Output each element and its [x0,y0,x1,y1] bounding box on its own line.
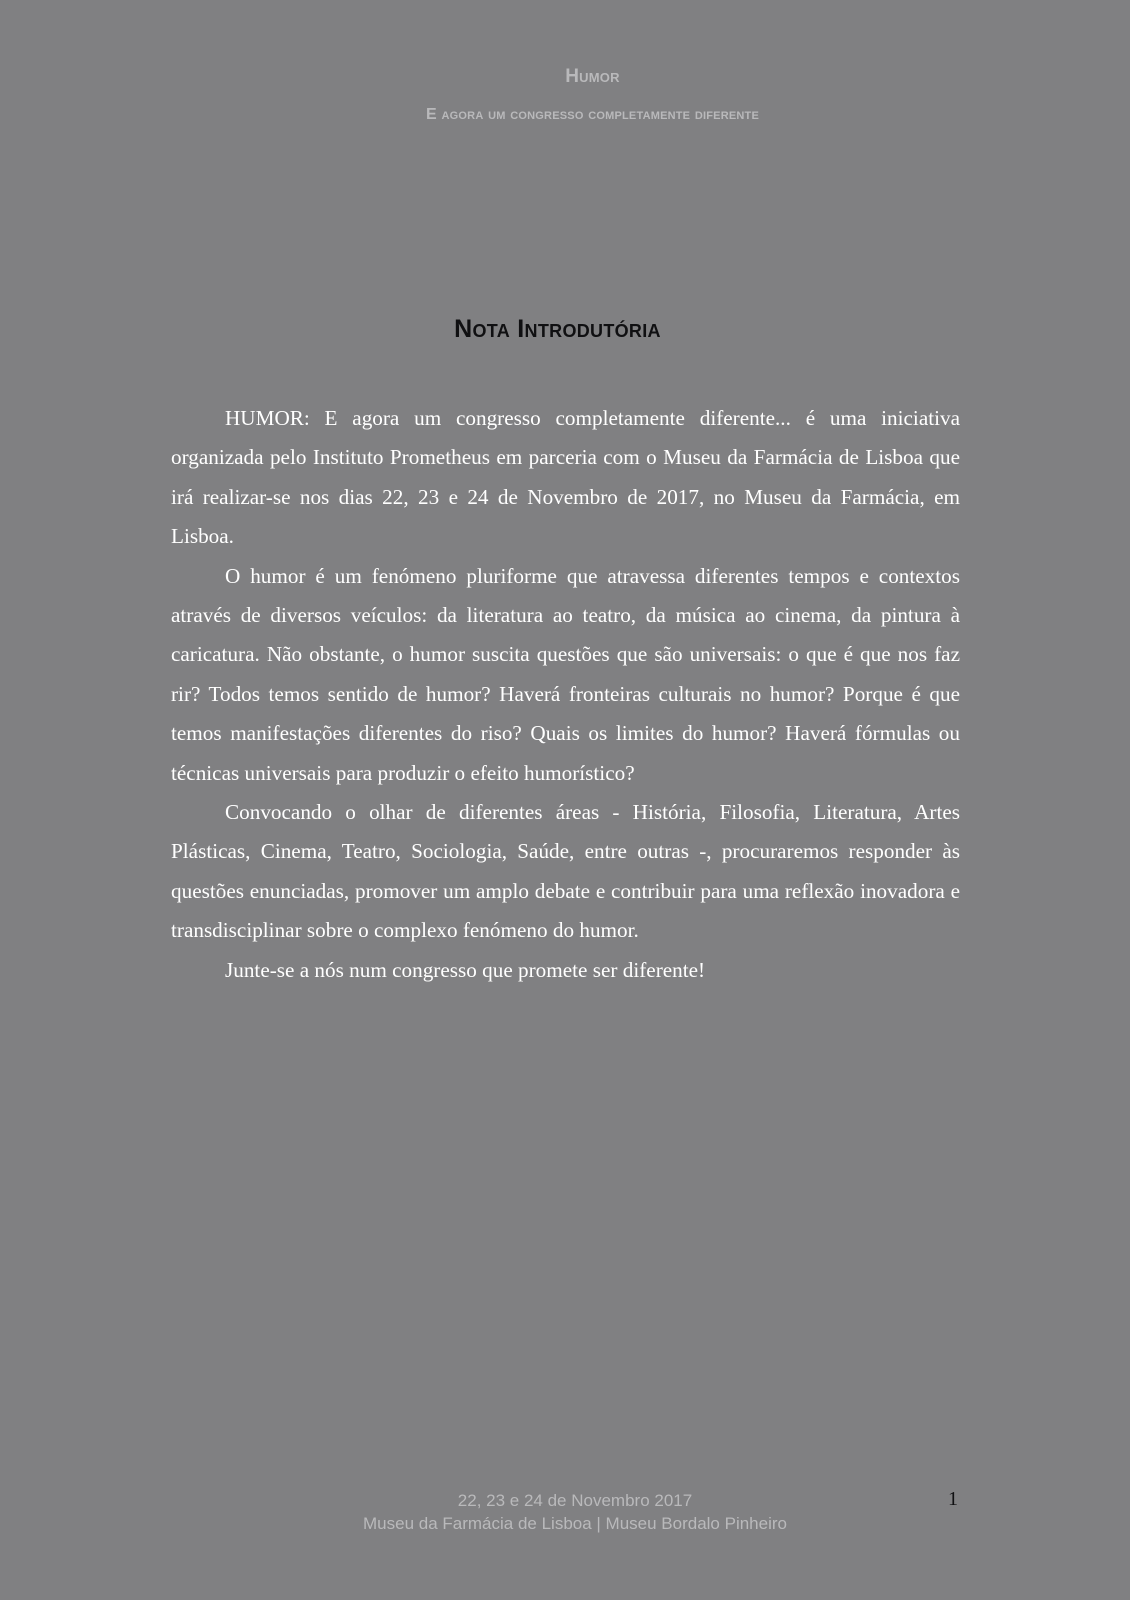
paragraph: Convocando o olhar de diferentes áreas - História, Filosofia, Literatura, Artes Plásticas, Cinema, Teatro, Sociologia, Saúde, entre outras -, procuraremos responder às questões enunciadas, promover um amplo debate e contribuir para uma reflexão inovadora e transdisciplinar sobre o complexo fenómeno do humor. [171,800,960,943]
section-heading: Nota Introdutória [454,315,661,343]
page-footer [0,1489,1130,1535]
paragraph: O humor é um fenómeno pluriforme que atravessa diferentes tempos e contextos através de diversos veículos: da literatura ao teatro, da música ao cinema, da pintura à caricatura. Não obstante, o humor suscita questões que são universais: o que é que nos faz rir? Todos temos sentido de humor? Haverá fronteiras culturais no humor? Porque é que temos manifestações diferentes do riso? Quais os limites do humor? Haverá fórmulas ou técnicas universais para produzir o efeito humorístico? [171,563,960,785]
running-header-title: Humor [565,66,620,87]
paragraph: HUMOR: E agora um congresso completamente diferente... é uma iniciativa organizada pelo Instituto Prometheus em parceria com o Museu da Farmácia de Lisboa que irá realizar-se nos dias 22, 23 e 24 de Novembro de 2017, no Museu da Farmácia, em Lisboa. [171,406,960,549]
paragraph: Junte-se a nós num congresso que promete ser diferente! [225,957,706,982]
footer-dates: 22, 23 e 24 de Novembro 2017 [457,1491,693,1510]
body-text [171,399,960,990]
running-header-subtitle: E agora um congresso completamente diferente [426,106,759,123]
page-number: 1 [948,1488,958,1510]
footer-venues: Museu da Farmácia de Lisboa | Museu Bordalo Pinheiro [363,1514,787,1533]
